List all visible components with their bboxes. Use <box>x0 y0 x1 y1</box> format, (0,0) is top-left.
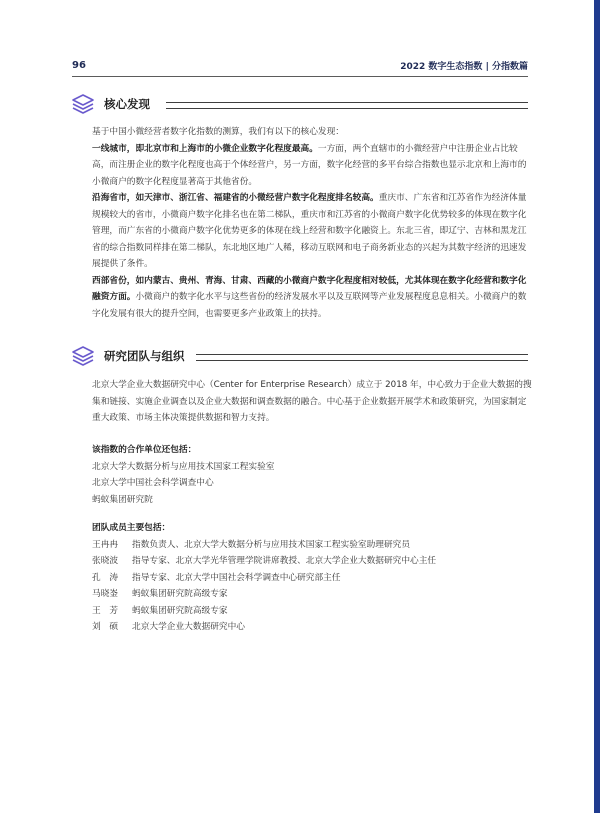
partner-item: 北京大学中国社会科学调查中心 <box>92 478 214 488</box>
finding-1-text: 一方面，两个直辖市的小微经营户中注册企业占比较高，而注册企业的数字化程度也高于个体经营户，另一方面，数字化经营的多平台综合指数也显示北京和上海市的小微商户的数字化程度显著高于其他省份。 <box>92 143 527 187</box>
member-role: 指导专家、北京大学中国社会科学调查中心研究部主任 <box>132 572 341 583</box>
header-divider <box>72 76 528 77</box>
finding-3-lead: 西部省份，如内蒙古、贵州、青海、甘肃、西藏的小微商户数字化程度相对较低，尤其体现在数字化经营和数字化融资方面。 <box>92 275 527 302</box>
member-row <box>92 619 532 636</box>
member-row <box>92 537 532 554</box>
finding-2-text: 重庆市、广东省和江苏省作为经济体量规模较大的省市，小微商户数字化排名也在第二梯队，重庆市和江苏省的小微商户数字化优势较多的体现在数字化管理，而广东省的小微商户数字化优势更多的体现在线上经营和数字化融资上。东北三省，即辽宁、吉林和黑龙江省的综合指数同样排在第二梯队，东北地区地广人稀，移动互联网和电子商务新业态的兴起为其数字经济的迅速发展提供了条件。 <box>92 193 527 269</box>
partner-item: 蚂蚁集团研究院 <box>92 494 153 505</box>
partners-heading: 该指数的合作单位还包括： <box>92 445 197 455</box>
page-header <box>72 58 528 72</box>
partners-block <box>92 442 532 508</box>
member-name: 王 芳 <box>92 605 119 616</box>
member-name: 孔 涛 <box>92 572 119 583</box>
page-number: 96 <box>72 59 86 71</box>
section-title-team <box>70 345 185 367</box>
finding-paragraph-2 <box>92 190 532 273</box>
team-intro-paragraph: 北京大学企业大数据研究中心（Center for Enterprise Research）成立于 2018 年，中心致力于企业大数据的搜集和链接、实施企业调查以及企业大数据和调查数据的融合。中心基于企业数据开展学术和政策研究，为国家制定重大政策、市场主体决策提供数据和智力支持。 <box>92 380 532 423</box>
finding-3-text: 小微商户的数字化水平与这些省份的经济发展水平以及互联网等产业发展程度息息相关。小微商户的数字化发展有很大的提升空间，也需要更多产业政策上的扶持。 <box>92 292 527 319</box>
section-title-rule <box>196 354 528 361</box>
member-role: 蚂蚁集团研究院高级专家 <box>132 589 228 599</box>
finding-1-lead: 一线城市，即北京市和上海市的小微企业数字化程度最高。 <box>92 143 318 154</box>
partner-item: 北京大学大数据分析与应用技术国家工程实验室 <box>92 461 275 472</box>
edge-color-strip <box>594 0 600 813</box>
layers-icon <box>70 345 96 367</box>
member-name: 刘 硕 <box>92 622 119 632</box>
intro-paragraph: 基于中国小微经营者数字化指数的测算，我们有以下的核心发现： <box>92 127 344 137</box>
member-name: 马晓崟 <box>92 589 119 599</box>
section-title-rule <box>166 102 528 109</box>
members-heading: 团队成员主要包括： <box>92 523 171 533</box>
member-role: 指导专家、北京大学光华管理学院讲席教授、北京大学企业大数据研究中心主任 <box>132 556 437 566</box>
member-row <box>92 586 532 603</box>
member-name: 张晓波 <box>92 556 119 566</box>
section-title-core-findings <box>70 93 150 115</box>
finding-2-lead: 沿海省市，如天津市、浙江省、福建省的小微经营户数字化程度排名较高。 <box>92 193 379 203</box>
finding-paragraph-3 <box>92 273 532 323</box>
section-heading: 研究团队与组织 <box>104 349 185 363</box>
member-role: 北京大学企业大数据研究中心 <box>132 622 245 632</box>
team-intro-body <box>92 377 532 427</box>
member-row <box>92 603 532 620</box>
member-name: 王冉冉 <box>92 539 119 550</box>
member-row <box>92 570 532 587</box>
section-heading: 核心发现 <box>104 97 150 111</box>
member-row <box>92 553 532 570</box>
member-role: 指数负责人、北京大学大数据分析与应用技术国家工程实验室助理研究员 <box>132 539 410 550</box>
finding-paragraph-1 <box>92 141 532 191</box>
layers-icon <box>70 93 96 115</box>
running-title: 2022 数字生态指数 | 分指数篇 <box>400 61 528 72</box>
core-findings-body <box>92 124 532 322</box>
member-role: 蚂蚁集团研究院高级专家 <box>132 605 228 616</box>
members-block <box>92 520 532 636</box>
